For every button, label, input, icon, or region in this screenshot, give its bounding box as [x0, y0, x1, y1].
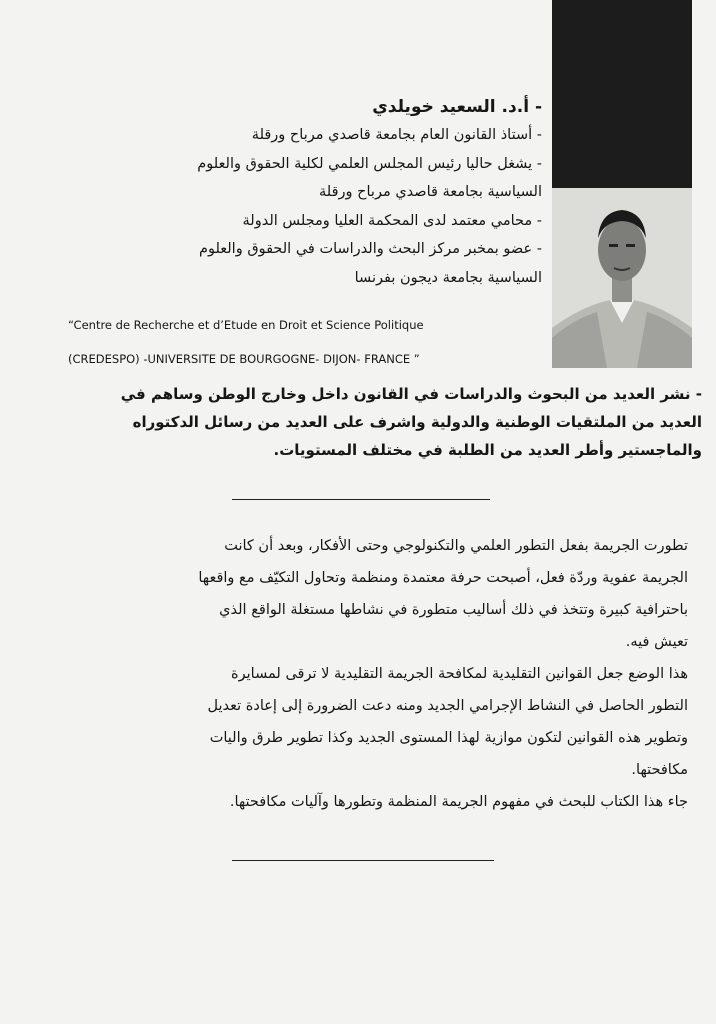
publications-line: - نشر العديد من البحوث والدراسات في القانون داخل وخارج الوطن وساهم في	[120, 385, 702, 403]
author-photo	[552, 188, 692, 368]
bio-line: - محامي معتمد لدى المحكمة العليا ومجلس الدولة	[242, 212, 542, 229]
bio-line: السياسية بجامعة قاصدي مرباح ورقلة	[319, 184, 542, 200]
author-name: - أ.د. السعيد خويلدي	[372, 97, 542, 117]
lab-name-french: “Centre de Recherche et d’Etude en Droit et Science Politique	[68, 318, 424, 332]
intro-line: تطورت الجريمة بفعل التطور العلمي والتكنولوجي وحتى الأفكار، وبعد أن كانت	[224, 538, 688, 554]
book-introduction	[88, 530, 688, 818]
intro-line: الجريمة عفوية وردّة فعل، أصبحت حرفة معتمدة ومنظمة وتحاول التكيّف مع واقعها	[198, 570, 688, 586]
author-bio	[150, 93, 542, 292]
separator-line	[232, 499, 490, 500]
publications-line: والماجستير وأطر العديد من الطلبة في مختلف المستويات.	[273, 441, 702, 459]
intro-line: التطور الحاصل في النشاط الإجرامي الجديد ومنه دعت الضرورة إلى إعادة تعديل	[207, 698, 688, 714]
intro-line: باحترافية كبيرة وتتخذ في ذلك أساليب متطورة في نشاطها مستغلة الواقع الذي	[219, 602, 688, 618]
intro-line: جاء هذا الكتاب للبحث في مفهوم الجريمة المنظمة وتطورها وآليات مكافحتها.	[229, 794, 688, 810]
bio-line: - عضو بمخبر مركز البحث والدراسات في الحقوق والعلوم	[199, 241, 542, 257]
intro-line: وتطوير هذه القوانين لتكون موازية لهذا المستوى الجديد وكذا تطوير طرق واليات	[209, 730, 688, 746]
publications-paragraph	[30, 380, 702, 464]
publications-line: العديد من الملتقيات الوطنية والدولية واشرف على العديد من رسائل الدكتوراه	[132, 413, 702, 431]
separator-line	[232, 860, 494, 861]
intro-line: مكافحتها.	[631, 762, 688, 778]
intro-line: هذا الوضع جعل القوانين التقليدية لمكافحة الجريمة التقليدية لا ترقى لمسايرة	[231, 666, 688, 682]
bio-line: السياسية بجامعة ديجون بفرنسا	[354, 269, 542, 286]
author-portrait-image	[552, 188, 692, 368]
lab-name-french-cont: (CREDESPO) -UNIVERSITE DE BOURGOGNE- DIJON- FRANCE ”	[68, 352, 420, 366]
bio-line: - يشغل حاليا رئيس المجلس العلمي لكلية الحقوق والعلوم	[197, 155, 542, 172]
intro-line: تعيش فيه.	[625, 634, 688, 650]
bio-line: - أستاذ القانون العام بجامعة قاصدي مرباح ورقلة	[251, 127, 542, 143]
